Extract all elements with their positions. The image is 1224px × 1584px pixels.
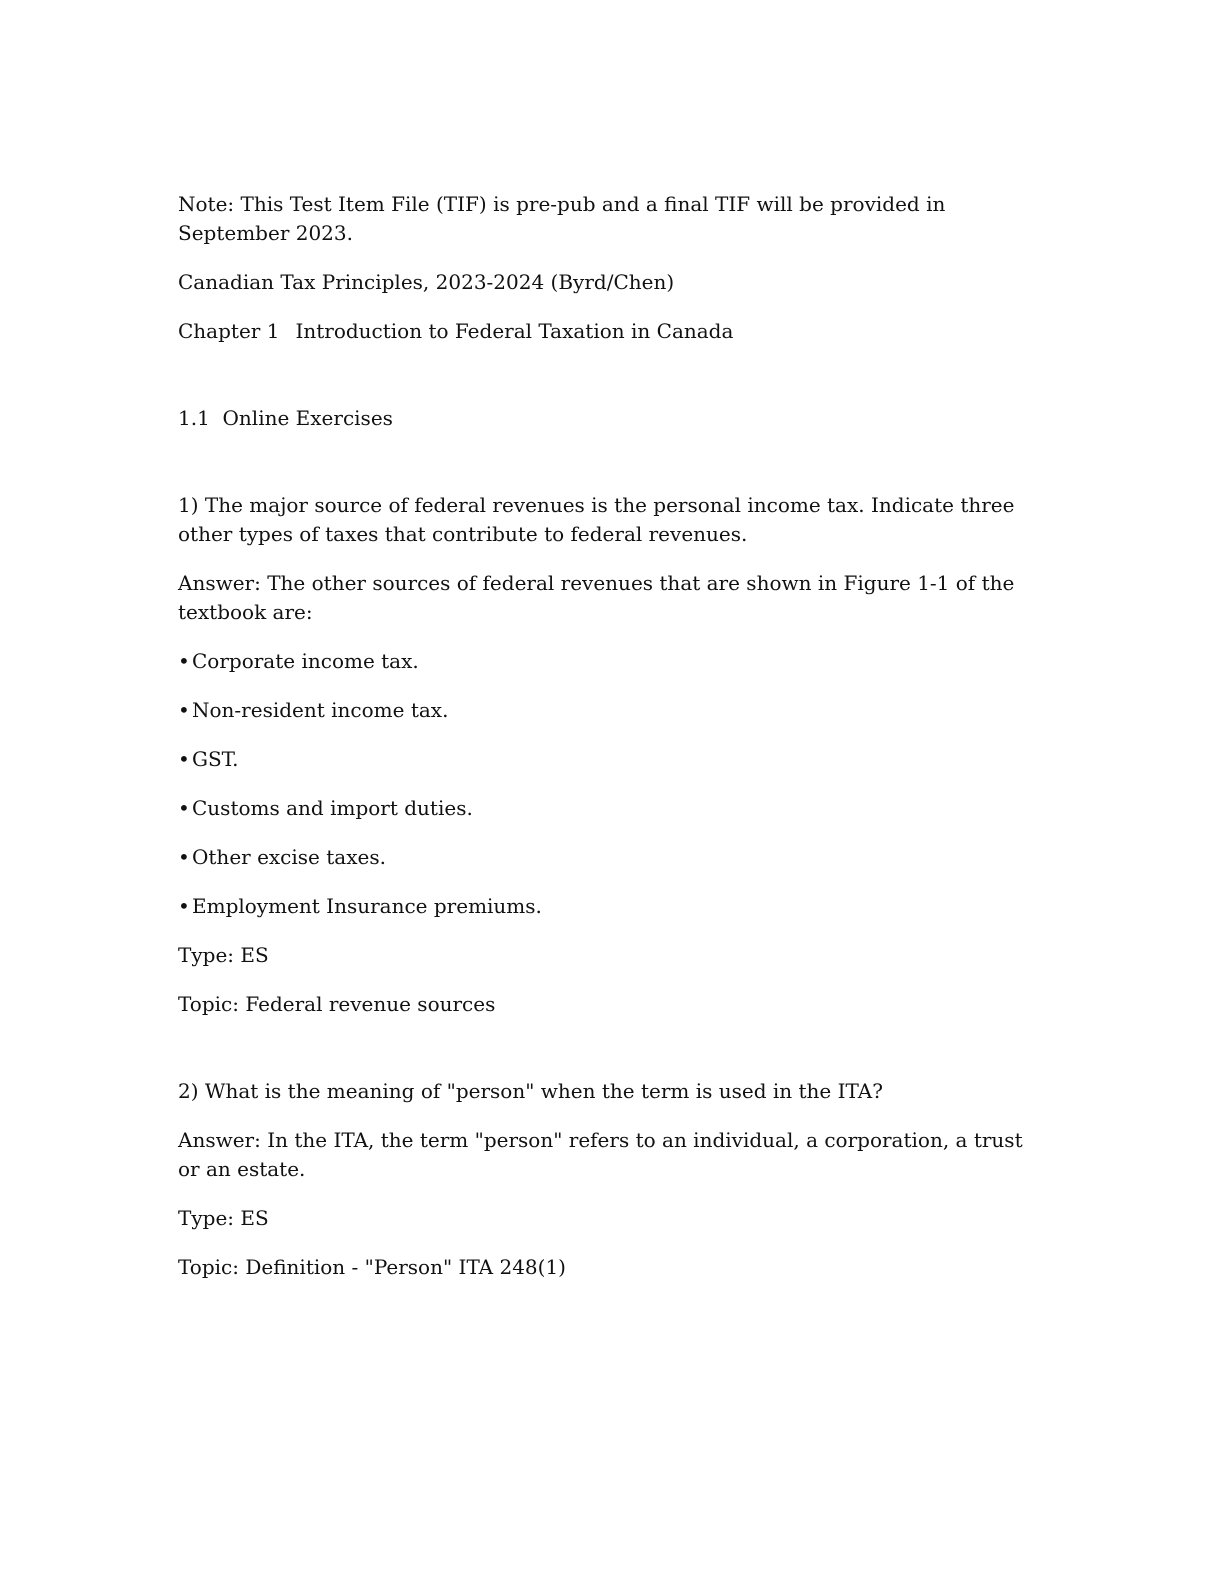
section-heading [178,404,1038,433]
chapter-title: Introduction to Federal Taxation in Canada [295,319,734,343]
chapter-heading [178,317,1038,346]
question-2-text: 2) What is the meaning of "person" when the term is used in the ITA? [178,1079,883,1103]
prepub-note: Note: This Test Item File (TIF) is pre-pub and a final TIF will be provided in September 2023. [178,192,946,245]
question-1-text: 1) The major source of federal revenues is the personal income tax. Indicate three other types of taxes that contribute to federal revenues. [178,493,1015,546]
bullet-icon: • [178,747,190,771]
list-item: • GST. [178,745,1038,774]
document-page [178,190,1038,1302]
question-2-answer: Answer: In the ITA, the term "person" refers to an individual, a corporation, a trust or an estate. [178,1128,1023,1181]
list-item: • Customs and import duties. [178,794,1038,823]
book-title: Canadian Tax Principles, 2023-2024 (Byrd/Chen) [178,270,675,294]
list-item: • Non-resident income tax. [178,696,1038,725]
bullet-icon: • [178,649,190,673]
list-item: • Corporate income tax. [178,647,1038,676]
bullet-icon: • [178,796,190,820]
bullet-icon: • [178,894,190,918]
question-1-type: Type: ES [178,943,269,967]
section-number: 1.1 [178,406,210,430]
question-1-bullet-list [178,647,1038,921]
question-2-topic: Topic: Definition - "Person" ITA 248(1) [178,1255,566,1279]
bullet-icon: • [178,845,190,869]
question-1-answer: Answer: The other sources of federal revenues that are shown in Figure 1-1 of the textbook are: [178,571,1015,624]
list-item: • Employment Insurance premiums. [178,892,1038,921]
question-2-type: Type: ES [178,1206,269,1230]
bullet-icon: • [178,698,190,722]
chapter-label: Chapter 1 [178,319,280,343]
question-1-topic: Topic: Federal revenue sources [178,992,496,1016]
section-title: Online Exercises [222,406,393,430]
list-item: • Other excise taxes. [178,843,1038,872]
